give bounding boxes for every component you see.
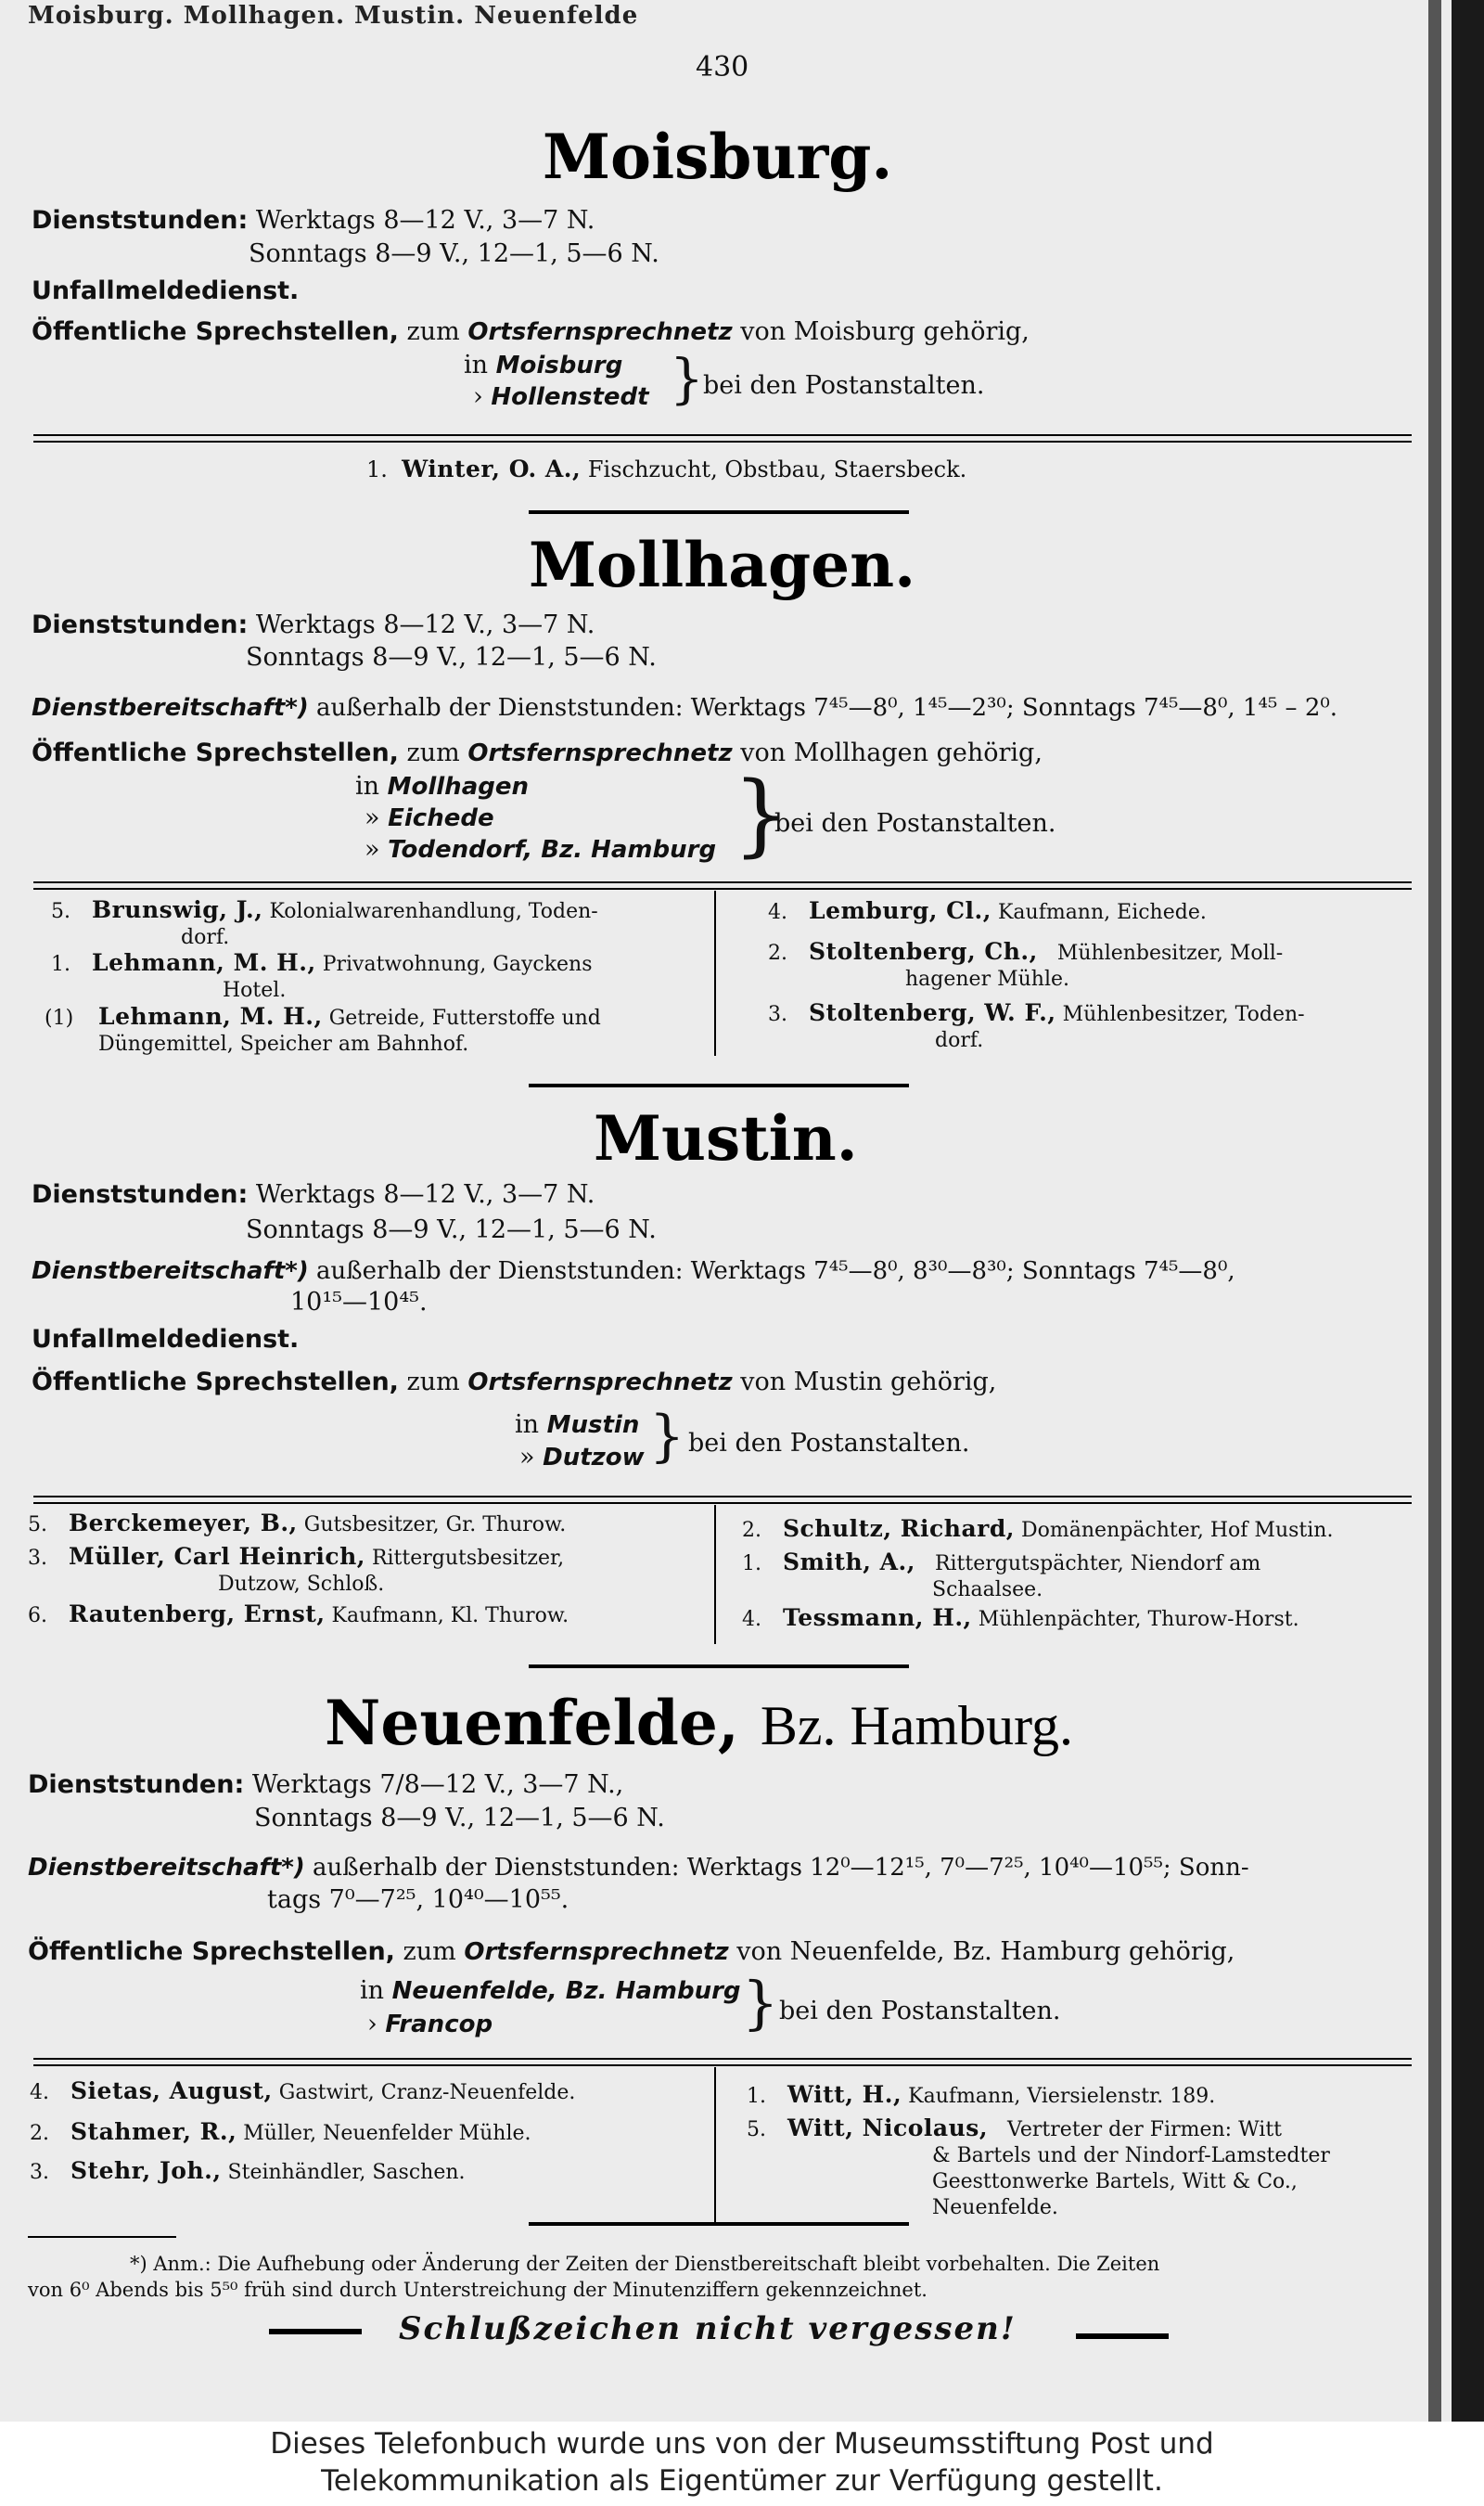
hours-sunday: Sonntags 8—9 V., 12—1, 5—6 N.: [254, 1804, 665, 1832]
sprech-owner: von Moisburg gehörig,: [740, 317, 1030, 346]
mollhagen-sprech-line: [32, 739, 1043, 767]
footnote-line1: *) Anm.: Die Aufhebung oder Änderung der Zeiten der Dienstbereitschaft bleibt vorbehalten. Die Zeiten: [130, 2253, 1160, 2275]
entry-text: Mühlenbesitzer, Moll-: [1056, 942, 1284, 965]
column-separator: [714, 1505, 716, 1644]
entry-text: Steinhändler, Saschen.: [227, 2161, 466, 2184]
postanstalten-text: bei den Postanstalten.: [688, 1429, 970, 1458]
listing-entry: [768, 1000, 1417, 1054]
place-name: Moisburg: [495, 352, 623, 379]
entry-text: Müller, Neuenfelder Mühle.: [243, 2122, 531, 2145]
neuenfelde-bereitschaft: [28, 1854, 1249, 1882]
double-rule: [33, 434, 1412, 443]
entry-number: (1): [45, 1007, 74, 1030]
entry-name: Lehmann, M. H.,: [98, 1003, 323, 1030]
listing-entry: [366, 456, 966, 482]
entry-text: Rittergutspächter, Niendorf am: [934, 1552, 1261, 1575]
mustin-bereitschaft: [32, 1257, 1235, 1285]
hours-sunday: Sonntags 8—9 V., 12—1, 5—6 N.: [249, 239, 659, 268]
moisburg-place2: [473, 382, 649, 411]
listing-entry: [742, 1549, 1428, 1603]
entry-name: Witt, Nicolaus,: [787, 2114, 989, 2141]
double-rule: [33, 2058, 1412, 2066]
sprechstellen-label: Öffentliche Sprechstellen,: [32, 317, 399, 346]
entry-text-cont: hagener Mühle.: [905, 968, 1069, 991]
section-title-neuenfelde: [325, 1687, 1073, 1759]
section-title-mustin: Mustin.: [594, 1102, 858, 1175]
place-name: Francop: [385, 2011, 493, 2038]
listing-entry: [45, 1004, 703, 1058]
mustin-place2: [519, 1443, 645, 1471]
hours-weekday: Werktags 7/8—12 V., 3—7 N.,: [251, 1770, 624, 1799]
place-name: Hollenstedt: [491, 383, 649, 411]
sprech-net: Ortsfernsprechnetz: [464, 1938, 729, 1966]
attribution-footer: [0, 2422, 1484, 2506]
entry-name: Witt, H.,: [787, 2081, 902, 2108]
place-prefix: in: [355, 772, 380, 801]
entry-text: Kaufmann, Kl. Thurow.: [331, 1604, 569, 1627]
entry-number: 5.: [747, 2118, 766, 2141]
postanstalten-text: bei den Postanstalten.: [779, 1997, 1061, 2025]
entry-text: Getreide, Futterstoffe und: [328, 1007, 601, 1030]
entry-text: Vertreter der Firmen: Witt: [1007, 2118, 1283, 2141]
entry-number: 2.: [768, 942, 787, 965]
bereitschaft-label: Dienstbereitschaft*): [32, 694, 309, 722]
entry-text-cont: Geesttonwerke Bartels, Witt & Co.,: [932, 2170, 1298, 2193]
hours-weekday: Werktags 8—12 V., 3—7 N.: [255, 1180, 595, 1209]
entry-name: Sietas, August,: [70, 2077, 273, 2104]
entry-number: 1.: [742, 1552, 761, 1575]
place-prefix: in: [515, 1410, 540, 1439]
bereitschaft-text-cont: tags 7⁰—7²⁵, 10⁴⁰—10⁵⁵.: [267, 1885, 569, 1914]
entry-text-cont: Dutzow, Schloß.: [218, 1573, 385, 1596]
listing-entry: [30, 2119, 707, 2147]
entry-text: Mühlenbesitzer, Toden-: [1062, 1003, 1305, 1026]
section-divider: [529, 1084, 909, 1087]
place-name: Todendorf, Bz. Hamburg: [388, 836, 717, 864]
entry-text-cont: dorf.: [181, 926, 230, 949]
entry-text-cont: Neuenfelde.: [932, 2196, 1058, 2219]
entry-name: Brunswig, J.,: [92, 896, 263, 923]
entry-text: Kaufmann, Viersielenstr. 189.: [908, 2085, 1216, 2108]
listing-entry: [747, 2082, 1424, 2110]
entry-text: Domänenpächter, Hof Mustin.: [1021, 1519, 1334, 1542]
mollhagen-place3: [365, 835, 716, 864]
brace-symbol: }: [733, 763, 790, 867]
page-edge-shadow: [1428, 0, 1441, 2422]
column-separator: [714, 2067, 716, 2225]
closing-reminder: Schlußzeichen nicht vergessen!: [399, 2310, 1017, 2347]
neuenfelde-sprech-line: [28, 1937, 1235, 1966]
place-name: Mustin: [546, 1411, 640, 1439]
bereitschaft-text: außerhalb der Dienststunden: Werktags 12⁰—12¹⁵, 7⁰—7²⁵, 10⁴⁰—10⁵⁵; Sonn-: [313, 1854, 1249, 1882]
entry-number: 2.: [30, 2122, 49, 2145]
entry-name: Lehmann, M. H.,: [92, 949, 316, 976]
dienststunden-label: Dienststunden:: [32, 610, 249, 639]
bereitschaft-label: Dienstbereitschaft*): [32, 1257, 309, 1285]
entry-number: 6.: [28, 1604, 47, 1627]
mollhagen-hours-line1: [32, 610, 595, 639]
page-edge-dark: [1452, 0, 1484, 2422]
entry-name: Müller, Carl Heinrich,: [69, 1543, 365, 1570]
entry-name: Stoltenberg, Ch.,: [809, 938, 1038, 965]
section-divider: [529, 2222, 909, 2226]
listing-entry: [768, 939, 1417, 993]
hours-weekday: Werktags 8—12 V., 3—7 N.: [255, 206, 595, 235]
sprech-zum: zum: [406, 739, 460, 767]
hours-sunday: Sonntags 8—9 V., 12—1, 5—6 N.: [246, 1215, 657, 1244]
unfall-label: Unfallmeldedienst.: [32, 276, 300, 305]
neuenfelde-hours-line1: [28, 1770, 623, 1799]
mustin-hours-line1: [32, 1180, 595, 1209]
entry-text: Privatwohnung, Gayckens: [322, 953, 593, 976]
entry-name: Stehr, Joh.,: [70, 2157, 222, 2184]
neuenfelde-place2: [367, 2010, 493, 2038]
mustin-place1: [515, 1410, 639, 1439]
double-rule: [33, 1496, 1412, 1504]
entry-number: 1.: [747, 2085, 766, 2108]
entry-text: Fischzucht, Obstbau, Staersbeck.: [587, 456, 967, 482]
entry-text: Gastwirt, Cranz-Neuenfelde.: [278, 2081, 576, 2104]
entry-name: Berckemeyer, B.,: [69, 1510, 298, 1536]
bereitschaft-text: außerhalb der Dienststunden: Werktags 7⁴⁵—8⁰, 8³⁰—8³⁰; Sonntags 7⁴⁵—8⁰,: [316, 1257, 1235, 1285]
sprechstellen-label: Öffentliche Sprechstellen,: [32, 739, 399, 767]
sprech-zum: zum: [406, 317, 460, 346]
entry-text: Kaufmann, Eichede.: [997, 901, 1207, 924]
sprechstellen-label: Öffentliche Sprechstellen,: [32, 1368, 399, 1396]
mollhagen-place1: [355, 772, 529, 801]
brace-symbol: }: [649, 1404, 685, 1469]
entry-number: 4.: [768, 901, 787, 924]
place-prefix: in: [464, 351, 489, 379]
sprech-zum: zum: [403, 1937, 456, 1966]
entry-name: Rautenberg, Ernst,: [69, 1600, 326, 1627]
section-title-mollhagen: Mollhagen.: [529, 529, 916, 601]
sprech-net: Ortsfernsprechnetz: [467, 1369, 733, 1396]
listing-entry: [28, 1544, 714, 1598]
entry-number: 4.: [30, 2081, 49, 2104]
brace-symbol: }: [742, 1969, 779, 2037]
listing-entry: [30, 2078, 707, 2106]
closing-dash-right: [1076, 2333, 1169, 2339]
section-divider: [529, 1664, 909, 1668]
brace-symbol: }: [670, 347, 704, 410]
dienststunden-label: Dienststunden:: [32, 1180, 249, 1209]
place-name: Dutzow: [543, 1444, 645, 1471]
dienststunden-label: Dienststunden:: [28, 1770, 245, 1799]
entry-name: Stahmer, R.,: [70, 2118, 237, 2145]
entry-number: 5.: [28, 1513, 47, 1536]
listing-entry: [747, 2115, 1424, 2221]
entry-text-cont: dorf.: [935, 1029, 984, 1052]
place-prefix: »: [365, 835, 380, 864]
section-title-moisburg: Moisburg.: [543, 121, 893, 193]
unfall-label: Unfallmeldedienst.: [32, 1325, 300, 1354]
hours-sunday: Sonntags 8—9 V., 12—1, 5—6 N.: [246, 643, 657, 672]
bereitschaft-label: Dienstbereitschaft*): [28, 1854, 305, 1882]
entry-number: 5.: [51, 900, 70, 923]
bereitschaft-text-cont: 10¹⁵—10⁴⁵.: [290, 1288, 428, 1317]
sprech-owner: von Mustin gehörig,: [740, 1368, 997, 1396]
page-number: 430: [696, 51, 749, 84]
entry-name: Stoltenberg, W. F.,: [809, 999, 1056, 1026]
listing-entry: [28, 1601, 714, 1629]
listing-entry: [742, 1605, 1428, 1633]
column-separator: [714, 891, 716, 1056]
place-prefix: in: [360, 1976, 385, 2005]
mollhagen-place2: [365, 803, 494, 832]
place-prefix: »: [519, 1443, 535, 1471]
entry-text: Kolonialwarenhandlung, Toden-: [269, 900, 598, 923]
entry-number: 3.: [28, 1547, 47, 1570]
entry-text-cont: Schaalsee.: [932, 1578, 1043, 1601]
entry-number: 3.: [30, 2161, 49, 2184]
postanstalten-text: bei den Postanstalten.: [703, 371, 985, 400]
section-title-sub: Bz. Hamburg.: [760, 1695, 1074, 1756]
place-prefix: »: [365, 803, 380, 832]
entry-number: 3.: [768, 1003, 787, 1026]
listing-entry: [51, 950, 700, 1004]
entry-text: Rittergutsbesitzer,: [371, 1547, 565, 1570]
mustin-sprech-line: [32, 1368, 996, 1396]
sprech-owner: von Mollhagen gehörig,: [740, 739, 1043, 767]
bereitschaft-text: außerhalb der Dienststunden: Werktags 7⁴⁵—8⁰, 1⁴⁵—2³⁰; Sonntags 7⁴⁵—8⁰, 1⁴⁵ – 2⁰.: [316, 694, 1338, 722]
sprechstellen-label: Öffentliche Sprechstellen,: [28, 1937, 395, 1966]
footnote-rule: [28, 2236, 176, 2238]
entry-name: Schultz, Richard,: [783, 1515, 1016, 1542]
entry-name: Winter, O. A.,: [402, 456, 582, 482]
entry-text-cont: Düngemittel, Speicher am Bahnhof.: [98, 1033, 469, 1056]
listing-entry: [30, 2158, 707, 2186]
entry-text: Mühlenpächter, Thurow-Horst.: [978, 1608, 1299, 1631]
sprech-owner: von Neuenfelde, Bz. Hamburg gehörig,: [736, 1937, 1235, 1966]
footer-line2: Telekommunikation als Eigentümer zur Verfügung gestellt.: [321, 2464, 1163, 2498]
postanstalten-text: bei den Postanstalten.: [774, 809, 1056, 838]
listing-entry: [28, 1510, 714, 1538]
entry-name: Tessmann, H.,: [783, 1604, 972, 1631]
entry-name: Smith, A.,: [783, 1549, 915, 1575]
moisburg-place1: [464, 351, 622, 379]
footnote-line2: von 6⁰ Abends bis 5⁵⁰ früh sind durch Unterstreichung der Minutenziffern gekennzeichnet.: [28, 2279, 928, 2301]
mollhagen-bereitschaft: [32, 694, 1337, 722]
sprech-zum: zum: [406, 1368, 460, 1396]
entry-number: 1.: [366, 456, 388, 482]
entry-name: Lemburg, Cl.,: [809, 897, 991, 924]
running-head: Moisburg. Mollhagen. Mustin. Neuenfelde: [28, 2, 639, 30]
place-name: Eichede: [388, 804, 494, 832]
place-prefix: ›: [367, 2010, 377, 2038]
entry-number: 2.: [742, 1519, 761, 1542]
section-divider: [529, 510, 909, 514]
listing-entry: [768, 898, 1417, 926]
double-rule: [33, 881, 1412, 890]
listing-entry: [51, 897, 700, 951]
moisburg-sprech-line: [32, 317, 1030, 346]
entry-number: 1.: [51, 953, 70, 976]
entry-text: Gutsbesitzer, Gr. Thurow.: [303, 1513, 567, 1536]
sprech-net: Ortsfernsprechnetz: [467, 739, 733, 767]
closing-dash-left: [269, 2329, 362, 2334]
dienststunden-label: Dienststunden:: [32, 206, 249, 235]
entry-number: 4.: [742, 1608, 761, 1631]
listing-entry: [742, 1516, 1428, 1544]
place-name: Mollhagen: [387, 773, 529, 801]
neuenfelde-place1: [360, 1976, 741, 2005]
section-title-main: Neuenfelde,: [325, 1687, 739, 1759]
sprech-net: Ortsfernsprechnetz: [467, 318, 733, 346]
place-prefix: ›: [473, 382, 483, 411]
place-name: Neuenfelde, Bz. Hamburg: [391, 1977, 741, 2005]
footer-line1: Dieses Telefonbuch wurde uns von der Museumsstiftung Post und: [270, 2427, 1214, 2461]
entry-text-cont: & Bartels und der Nindorf-Lamstedter: [932, 2144, 1330, 2167]
moisburg-hours-line1: [32, 206, 595, 235]
hours-weekday: Werktags 8—12 V., 3—7 N.: [255, 610, 595, 639]
entry-text-cont: Hotel.: [223, 979, 287, 1002]
